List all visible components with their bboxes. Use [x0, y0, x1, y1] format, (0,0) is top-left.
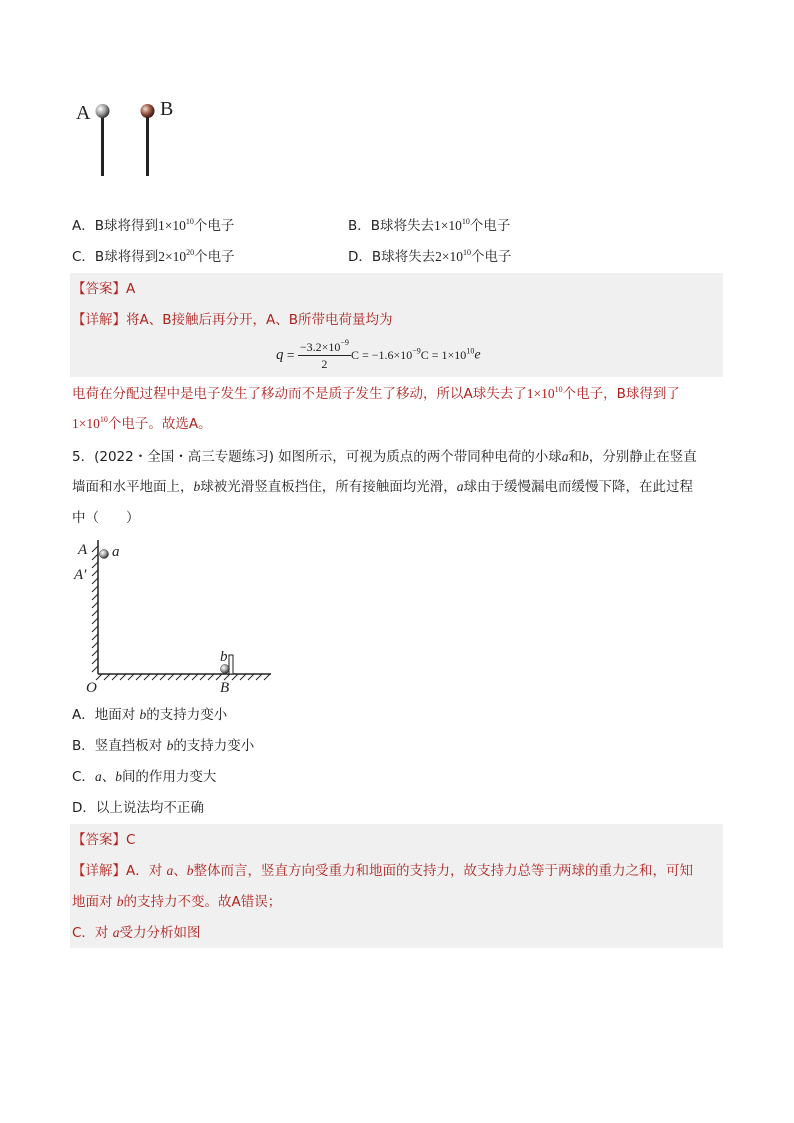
label-B: B: [220, 680, 230, 696]
q5-option-d: D．以上说法均不正确: [72, 800, 204, 816]
label-b-small: b: [220, 649, 228, 665]
formula-fraction: $\frac{-3.2\times 10^{-9}}{2}$: [299, 338, 349, 371]
ball-b: [141, 104, 155, 118]
detail-1-line-2: 电荷在分配过程中是电子发生了移动而不是质子发生了移动，所以A球失去了$1\times 10^{10}$个电子，B球得到了: [72, 385, 680, 402]
answer-tag: 【答案】: [72, 281, 126, 297]
wall-floor-diagram: [72, 534, 277, 699]
detail-2-line-1: 【详解】A．对 a、b整体而言，竖直方向受重力和地面的支持力，故支持力总等于两球的重力之和，可知: [72, 863, 694, 879]
q5-line-2: 墙面和水平地面上，b球被光滑竖直板挡住，所有接触面均光滑，a球由于缓慢漏电而缓慢下降，在此过程: [72, 479, 693, 495]
ball-a: [96, 104, 110, 118]
wall-hatching: [92, 546, 98, 672]
label-b: B: [160, 98, 174, 120]
detail-2-line-2: 地面对 b的支持力不变。故A错误；: [72, 894, 282, 910]
detail-1-line-3: $1\times 10^{10}$个电子。故选A。: [72, 415, 212, 432]
q5-option-c: C．a、b间的作用力变大: [72, 769, 217, 785]
detail-tag: 【详解】: [72, 312, 126, 328]
detail-tag-2: 【详解】: [72, 863, 126, 879]
label-A: A: [78, 542, 88, 558]
answer-value-2: C: [126, 832, 136, 848]
rod-b: [146, 114, 149, 176]
figure-charged-balls: [72, 96, 192, 180]
q4-option-a: A．B球将得到$1\times 10^{10}$个电子: [72, 217, 235, 234]
q5-option-a: A．地面对 b的支持力变小: [72, 707, 228, 723]
answer-2: [72, 830, 135, 850]
answer-tag-2: 【答案】: [72, 832, 126, 848]
answer-1: [72, 279, 135, 299]
answer-value: A: [126, 281, 136, 297]
q5-option-b: B．竖直挡板对 b的支持力变小: [72, 738, 255, 754]
q4-option-d: D．B球将失去$2\times 10^{10}$个电子: [348, 248, 512, 265]
q4-option-c: C．B球将得到$2\times 10^{20}$个电子: [72, 248, 235, 265]
detail-2-line-3: C．对 a受力分析如图: [72, 925, 201, 941]
label-A-prime: A′: [74, 567, 87, 583]
q4-option-b: B．B球将失去$1\times 10^{10}$个电子: [348, 217, 511, 234]
label-a-small: a: [112, 544, 120, 560]
figure-wall-floor: [72, 534, 277, 699]
label-O: O: [86, 680, 97, 696]
q5-line-3: 中（ ）: [72, 510, 140, 526]
ball-a-small: [100, 550, 109, 559]
vertical-plate: [229, 655, 233, 674]
rod-a: [101, 114, 104, 176]
q5-line-1: 5．(2022・全国・高三专题练习) 如图所示，可视为质点的两个带同种电荷的小球a和b，分别静止在竖直: [72, 449, 697, 465]
label-a: A: [76, 102, 91, 124]
detail-1-line-1: 【详解】将A、B接触后再分开，A、B所带电荷量均为: [72, 312, 393, 328]
floor-hatching: [96, 674, 270, 680]
formula-charge: q = $\frac{-3.2\times 10^{-9}}{2}$ $C = -1.6\times 10^{-9}C = 1\times 10^{10}e$: [276, 338, 481, 371]
